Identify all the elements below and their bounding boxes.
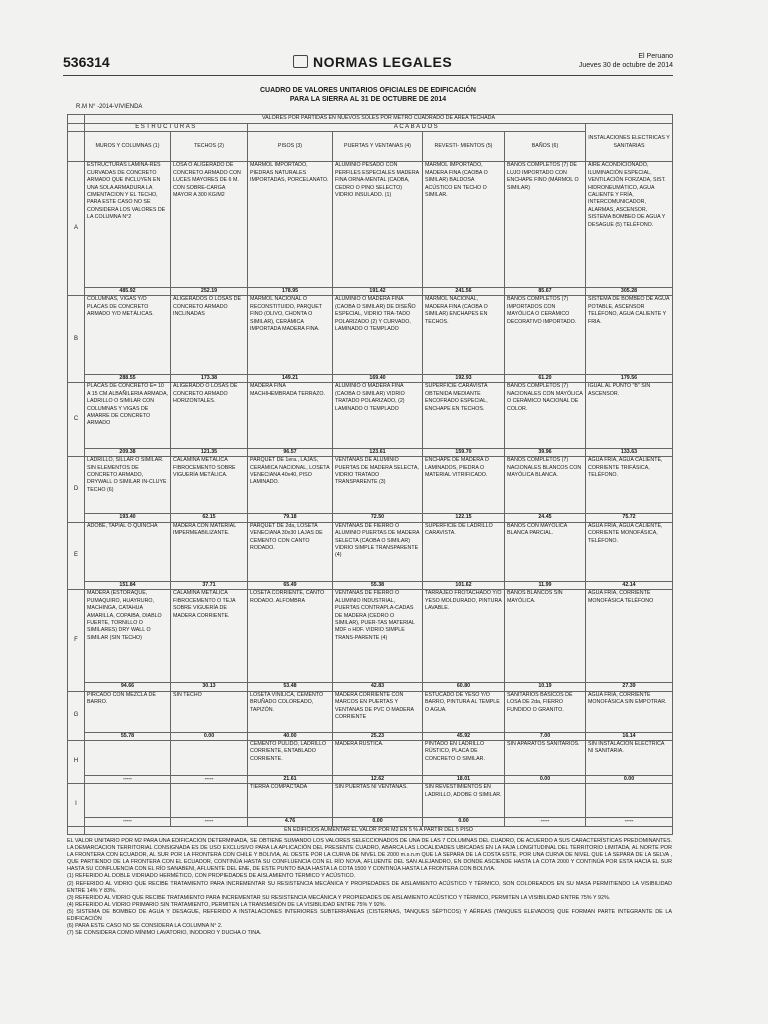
table-cell: SIN INSTALACIÓN ELECTRICA NI SANITARIA. bbox=[586, 741, 673, 776]
table-row bbox=[68, 784, 673, 818]
row-category-letter: G bbox=[68, 691, 85, 740]
table-cell: AGUA FRÍA, AGUA CALIENTE, CORRIENTE TRIFÁSICA, TELÉFONO. bbox=[586, 457, 673, 514]
table-row bbox=[68, 383, 673, 448]
table-cell: SANITARIOS BÁSICOS DE LOSA DE 2da, FIERRO FUNDIDO O GRANITO. bbox=[505, 691, 586, 732]
table-cell: BAÑOS COMPLETOS (7) NACIONALES BLANCOS CON MAYÓLICA BLANCA. bbox=[505, 457, 586, 514]
table-cell: COLUMNAS, VIGAS Y/O PLACAS DE CONCRETO ARMADO Y/O METÁLICAS. bbox=[85, 296, 171, 374]
table-value: 305.28 bbox=[586, 287, 673, 296]
table-cell: LOSETA CORRIENTE, CANTO RODADO. ALFOMBRA bbox=[248, 590, 333, 683]
page-number: 536314 bbox=[63, 54, 110, 70]
publication-info bbox=[579, 52, 673, 70]
table-value: 0.00 bbox=[423, 817, 505, 826]
table-cell bbox=[505, 784, 586, 818]
value-row bbox=[68, 287, 673, 296]
table-value: ----- bbox=[85, 817, 171, 826]
table-cell bbox=[171, 741, 248, 776]
table-cell: SUPERFICIE CARAVISTA OBTENIDA MEDIANTE ENCOFRADO ESPECIAL, ENCHAPE EN TECHOS. bbox=[423, 383, 505, 448]
table-value: 21.61 bbox=[248, 775, 333, 784]
table-cell: ENCHAPE DE MADERA O LAMINADOS, PIEDRA O MATERIAL VITRIFICADO. bbox=[423, 457, 505, 514]
table-cell: BAÑOS COMPLETOS (7) DE LUJO IMPORTADO CON ENCHAPE FINO (MÁRMOL O SIMILAR) bbox=[505, 162, 586, 287]
table-value: 39.96 bbox=[505, 448, 586, 457]
table-value: 11.99 bbox=[505, 581, 586, 590]
table-value: 79.18 bbox=[248, 514, 333, 523]
table-cell: VENTANAS DE ALUMINIO PUERTAS DE MADERA SELECTA, VIDRIO TRATADO TRANSPARENTE (3) bbox=[333, 457, 423, 514]
table-value: 0.00 bbox=[505, 775, 586, 784]
table-value: 65.49 bbox=[248, 581, 333, 590]
table-cell: BAÑOS COMPLETOS (7) IMPORTADOS CON MAYÓLICA O CERÁMICO DECORATIVO IMPORTADO. bbox=[505, 296, 586, 374]
table-cell: PIRCADO CON MEZCLA DE BARRO. bbox=[85, 691, 171, 732]
table-body bbox=[68, 162, 673, 826]
table-value: 0.00 bbox=[586, 775, 673, 784]
column-header: MUROS Y COLUMNAS (1) bbox=[85, 132, 171, 162]
table-cell: ALUMINIO O MADERA FINA (CAOBA O SIMILAR) VIDRIO TRATADO POLARIZADO, (2) LAMINADO O TEMPLADO bbox=[333, 383, 423, 448]
row-category-letter: I bbox=[68, 784, 85, 826]
table-cell: MÁRMOL IMPORTADO, PIEDRAS NATURALES IMPORTADAS, PORCELANATO. bbox=[248, 162, 333, 287]
table-value: 37.71 bbox=[171, 581, 248, 590]
table-value: 191.42 bbox=[333, 287, 423, 296]
table-value: 241.56 bbox=[423, 287, 505, 296]
table-cell bbox=[85, 741, 171, 776]
group-header-acabados: ACABADOS bbox=[248, 124, 586, 132]
row-category-letter: A bbox=[68, 162, 85, 296]
table-cell: ALIGERADOS O LOSAS DE CONCRETO ARMADO INCLINADAS bbox=[171, 296, 248, 374]
table-cell bbox=[85, 784, 171, 818]
logo-text: NORMAS LEGALES bbox=[313, 54, 453, 70]
table-value: 30.13 bbox=[171, 683, 248, 692]
note-paragraph: (5) SISTEMA DE BOMBEO DE AGUA Y DESAGUE, REFERIDO A INSTALACIONES INTERIORES SUBTERRÁNEAS (CISTERNAS, TANQUES SÉPTICOS) Y AÉREAS (TANQUES ELEVADOS) QUE FORMAN PARTE INTEGRANTE DE LA EDIFICACIÓN bbox=[67, 908, 672, 923]
table-row bbox=[68, 691, 673, 732]
table-cell: SIN REVESTIMIENTOS EN LADRILLO, ADOBE O SIMILAR. bbox=[423, 784, 505, 818]
table-cell: TIERRA COMPACTADA bbox=[248, 784, 333, 818]
table-value: 485.92 bbox=[85, 287, 171, 296]
publication-logo bbox=[293, 54, 452, 70]
table-value: 40.00 bbox=[248, 732, 333, 741]
table-cell: ALIGERADO O LOSAS DE CONCRETO ARMADO HORIZONTALES. bbox=[171, 383, 248, 448]
table-value: 179.56 bbox=[586, 374, 673, 383]
table-cell: PARQUET DE 2da, LOSETA VENECIANA 30x30 LAJAS DE CEMENTO CON CANTO RODADO. bbox=[248, 522, 333, 581]
table-value: 55.38 bbox=[333, 581, 423, 590]
table-value: 10.19 bbox=[505, 683, 586, 692]
publication-date: Jueves 30 de octubre de 2014 bbox=[578, 62, 673, 69]
row-category-letter: B bbox=[68, 296, 85, 383]
table-cell: ALUMINIO PESADO CON PERFILES ESPECIALES MADERA FINA ORNA-MENTAL (CAOBA, CEDRO O PINO SELECTO) VIDRIO INSULADO. (1) bbox=[333, 162, 423, 287]
table-value: 288.55 bbox=[85, 374, 171, 383]
table-value: ----- bbox=[586, 817, 673, 826]
table-value: ----- bbox=[171, 775, 248, 784]
table-value: 173.38 bbox=[171, 374, 248, 383]
table-value: 178.95 bbox=[248, 287, 333, 296]
table-cell: AGUA FRÍA, CORRIENTE MONOFÁSICA SIN EMPOTRAR. bbox=[586, 691, 673, 732]
table-cell: TARRAJEO FROTACHADO Y/O YESO MOLDURADO, PINTURA LAVABLE. bbox=[423, 590, 505, 683]
table-cell: AGUA FRÍA, CORRIENTE MONOFÁSICA TELÉFONO bbox=[586, 590, 673, 683]
table-value: 101.62 bbox=[423, 581, 505, 590]
value-row bbox=[68, 581, 673, 590]
table-value: ----- bbox=[171, 817, 248, 826]
table-cell: VENTANAS DE FIERRO O ALUMINIO INDUSTRIAL, PUERTAS CONTRAPLA-CADAS DE MADERA (CEDRO O SIMILAR), PUER-TAS MATERIAL MDF o HDF. VIDRIO SIMPLE TRANS-PARENTE (4) bbox=[333, 590, 423, 683]
table-cell: LOSA O ALIGERADO DE CONCRETO ARMADO CON LUCES MAYORES DE 6 M. CON SOBRE-CARGA MAYOR A 300 KG/M2 bbox=[171, 162, 248, 287]
table-value: 121.35 bbox=[171, 448, 248, 457]
table-value: 18.01 bbox=[423, 775, 505, 784]
table-value: 149.21 bbox=[248, 374, 333, 383]
table-row bbox=[68, 162, 673, 287]
table-cell: BAÑOS CON MAYÓLICA BLANCA PARCIAL. bbox=[505, 522, 586, 581]
table-cell: LOSETA VINÍLICA, CEMENTO BRUÑADO COLOREADO, TAPIZÓN. bbox=[248, 691, 333, 732]
table-value: 252.19 bbox=[171, 287, 248, 296]
table-banner: VALORES POR PARTIDAS EN NUEVOS SOLES POR METRO CUADRADO DE AREA TECHADA bbox=[85, 115, 673, 124]
table-cell: BAÑOS COMPLETOS (7) NACIONALES CON MAYÓLICA O CERÁMICO NACIONAL DE COLOR. bbox=[505, 383, 586, 448]
column-header: REVESTI- MIENTOS (5) bbox=[423, 132, 505, 162]
table-value: 169.40 bbox=[333, 374, 423, 383]
table-value: 209.38 bbox=[85, 448, 171, 457]
table-value: 24.45 bbox=[505, 514, 586, 523]
table-value: 159.70 bbox=[423, 448, 505, 457]
table-value: ----- bbox=[85, 775, 171, 784]
value-row bbox=[68, 374, 673, 383]
table-cell: ALUMINIO O MADERA FINA (CAOBA O SIMILAR) DE DISEÑO ESPECIAL, VIDRIO TRA-TADO POLARIZADO (2) Y CURVADO, LAMINADO O TEMPLADO bbox=[333, 296, 423, 374]
table-value: 133.63 bbox=[586, 448, 673, 457]
notes-section bbox=[67, 838, 672, 937]
note-paragraph: (4) REFERIDO AL VIDRIO PRIMARIO SIN TRATAMIENTO, PERMITEN LA TRANSMISIÓN DE LA VISIBILIDAD ENTRE 75% Y 92%. bbox=[67, 901, 387, 908]
table-cell: PINTADO EN LADRILLO RÚSTICO, PLACA DE CONCRETO O SIMILAR. bbox=[423, 741, 505, 776]
table-value: 0.00 bbox=[171, 732, 248, 741]
table-value: 0.00 bbox=[333, 817, 423, 826]
table-value: 42.83 bbox=[333, 683, 423, 692]
value-row bbox=[68, 514, 673, 523]
table-cell: ESTRUCTURAS LAMINA-RES CURVADAS DE CONCRETO ARMADO QUE INCLUYEN EN UNA SOLA ARMADURA LA CIMENTACION Y EL TECHO, PARA ESTE CASO NO SE CONSIDERA LOS VALORES DE LA COLUMNA N°2 bbox=[85, 162, 171, 287]
table-cell: SISTEMA DE BOMBEO DE AGUA POTABLE, ASCENSOR TELÉFONO, AGUA CALIENTE Y FRIA. bbox=[586, 296, 673, 374]
table-cell: LADRILLO, SILLAR O SIMILAR. SIN ELEMENTOS DE CONCRETO ARMADO, DRYWALL O SIMILAR IN-CLUYE TECHO (6) bbox=[85, 457, 171, 514]
value-row bbox=[68, 448, 673, 457]
table-cell: MÁRMOL IMPORTADO, MADERA FINA (CAOBA O SIMILAR) BALDOSA ACÚSTICO EN TECHO O SIMILAR. bbox=[423, 162, 505, 287]
column-header: TECHOS (2) bbox=[171, 132, 248, 162]
table-footer-note: EN EDIFICIOS AUMENTAR EL VALOR POR M2 EN 5 % A PARTIR DEL 5 PISO bbox=[85, 826, 673, 834]
row-category-letter: D bbox=[68, 457, 85, 523]
table-cell: SUPERFICIE DE LADRILLO CARAVISTA. bbox=[423, 522, 505, 581]
table-value: 42.14 bbox=[586, 581, 673, 590]
table-cell: PARQUET DE 1era., LAJAS, CERÁMICA NACIONAL, LOSETA VENECIANA 40x40, PISO LAMINADO. bbox=[248, 457, 333, 514]
table-value: 7.00 bbox=[505, 732, 586, 741]
resolution-number: R.M N° -2014-VIVIENDA bbox=[76, 104, 143, 110]
table-value: 75.72 bbox=[586, 514, 673, 523]
table-cell: SIN PUERTAS NI VENTANAS. bbox=[333, 784, 423, 818]
table-cell: MADERA CORRIENTE CON MARCOS EN PUERTAS Y VENTANAS DE PVC O MADERA CORRIENTE bbox=[333, 691, 423, 732]
table-value: 94.66 bbox=[85, 683, 171, 692]
value-row bbox=[68, 683, 673, 692]
table-cell: SIN TECHO bbox=[171, 691, 248, 732]
table-value: 85.67 bbox=[505, 287, 586, 296]
table-cell: ESTUCADO DE YESO Y/O BARRO, PINTURA AL TEMPLE O AGUA. bbox=[423, 691, 505, 732]
table-value: ----- bbox=[505, 817, 586, 826]
table-value: 25.23 bbox=[333, 732, 423, 741]
logo-icon bbox=[293, 55, 308, 68]
table-cell: AGUA FRÍA, AGUA CALIENTE, CORRIENTE MONOFÁSICA, TELÉFONO. bbox=[586, 522, 673, 581]
table-cell: MADERA CON MATERIAL IMPERMEABILIZANTE. bbox=[171, 522, 248, 581]
table-cell: IGUAL AL PUNTO "B" SIN ASCENSOR. bbox=[586, 383, 673, 448]
table-cell: MADERA RÚSTICA. bbox=[333, 741, 423, 776]
table-value: 122.15 bbox=[423, 514, 505, 523]
table-value: 16.14 bbox=[586, 732, 673, 741]
table-cell: CALAMINA METÁLICA FIBROCEMENTO SOBRE VIGUERÍA METÁLICA. bbox=[171, 457, 248, 514]
table-value: 60.80 bbox=[423, 683, 505, 692]
table-value: 61.20 bbox=[505, 374, 586, 383]
table-cell: ADOBE, TAPIAL O QUINCHA bbox=[85, 522, 171, 581]
table-cell: BAÑOS BLANCOS SIN MAYÓLICA. bbox=[505, 590, 586, 683]
table-value: 123.61 bbox=[333, 448, 423, 457]
table-cell: SIN APARATOS SANITARIOS. bbox=[505, 741, 586, 776]
table-value: 192.93 bbox=[423, 374, 505, 383]
column-header: BAÑOS (6) bbox=[505, 132, 586, 162]
table-cell: MADERA (ESTORAQUE, PUMAQUIRO, HUAYRURO, MACHINGA, CATAHUA AMARILLA, COPAIBA, DIABLO FUERTE, TORNILLO O SIMILARES) DRY WALL O SIMILAR (SIN TECHO) bbox=[85, 590, 171, 683]
table-value: 4.76 bbox=[248, 817, 333, 826]
table-cell: AIRE ACONDICIONADO, ILUMINACIÓN ESPECIAL, VENTILACIÓN FORZADA, SIST. HIDRONEUMÁTICO, AGUA CALIENTE Y FRÍA, INTERCOMUNICADOR, ALARMAS, ASCENSOR, SISTEMA BOMBEO DE AGUA Y DESAGUE (5) TELÉFONO. bbox=[586, 162, 673, 287]
note-paragraph: (1) REFERIDO AL DOBLE VIDRIADO HERMÉTICO, CON PROPIEDADES DE AISLAMIENTO TÉRMICO Y ACÚSTICO. bbox=[67, 873, 356, 880]
table-value: 151.84 bbox=[85, 581, 171, 590]
row-category-letter: F bbox=[68, 590, 85, 691]
newspaper-name: El Peruano bbox=[638, 53, 673, 60]
note-paragraph: (6) PARA ESTE CASO NO SE CONSIDERA LA COLUMNA N° 2. bbox=[67, 923, 223, 930]
table-value: 12.62 bbox=[333, 775, 423, 784]
group-header-estructuras: ESTRUCTURAS bbox=[85, 124, 248, 132]
column-header: PUERTAS Y VENTANAS (4) bbox=[333, 132, 423, 162]
table-row bbox=[68, 457, 673, 514]
table-row bbox=[68, 522, 673, 581]
row-category-letter: C bbox=[68, 383, 85, 457]
table-cell: CEMENTO PULIDO, LADRILLO CORRIENTE, ENTABLADO CORRIENTE. bbox=[248, 741, 333, 776]
table-value: 45.92 bbox=[423, 732, 505, 741]
value-row bbox=[68, 732, 673, 741]
table-row bbox=[68, 590, 673, 683]
table-value: 62.15 bbox=[171, 514, 248, 523]
note-paragraph: (2) REFERIDO AL VIDRIO QUE RECIBE TRATAMIENTO PARA INCREMENTAR SU RESISTENCIA MECÁNICA Y PROPIEDADES DE AISLAMIENTO ACÚSTICO Y TÉRMICO, SON COLOREADOS EN SU MASA PERMITIENDO LA VISIBILIDAD ENTRE 14% Y 83%. bbox=[67, 880, 672, 894]
table-row bbox=[68, 296, 673, 374]
table-cell: CALAMINA METÁLICA FIBROCEMENTO O TEJA SOBRE VIGUERÍA DE MADERA CORRIENTE. bbox=[171, 590, 248, 683]
table-row bbox=[68, 741, 673, 776]
row-category-letter: H bbox=[68, 741, 85, 784]
table-value: 72.50 bbox=[333, 514, 423, 523]
group-header-instalaciones: INSTALACIONES ELECTRICAS Y SANITARIAS bbox=[586, 124, 673, 162]
value-row bbox=[68, 817, 673, 826]
header-rule bbox=[63, 75, 673, 76]
note-paragraph: (7) SE CONSIDERA COMO MÍNIMO LAVATORIO, INODORO Y DUCHA O TINA. bbox=[67, 930, 262, 937]
table-cell: MÁRMOL NACIONAL O RECONSTITUIDO, PARQUET FINO (OLIVO, CHONTA O SIMILAR), CERÁMICA IMPORTADA MADERA FINA. bbox=[248, 296, 333, 374]
table-cell: PLACAS DE CONCRETO E= 10 A 15 CM.ALBAÑILERIA ARMADA, LADRILLO O SIMILAR CON COLUMNAS Y VIGAS DE AMARRE DE CONCRETO ARMADO bbox=[85, 383, 171, 448]
title-line-1: CUADRO DE VALORES UNITARIOS OFICIALES DE EDIFICACIÓN bbox=[260, 87, 476, 94]
title-line-2: PARA LA SIERRA AL 31 DE OCTUBRE DE 2014 bbox=[289, 96, 447, 103]
values-table bbox=[67, 114, 673, 835]
note-paragraph: EL VALOR UNITARIO POR M2 PARA UNA EDIFICACION DETERMINADA, SE OBTIENE SUMANDO LOS VALORES SELECCIONADOS DE UNA DE LAS 7 COLUMNAS DEL CUADRO, DE ACUERDO A SUS CARACTERÍSTICAS PREDOMINANTES. LA DEMARCACION TERRITORIAL CONSIGNADA ES DE USO EXCLUSIVO PARA LA APLICACIÓN DEL PRESENTE CUADRO, ABARCA LAS LOCALIDADES UBICADAS EN LA FAJA LONGITUDINAL DEL TERRITORIO LIMITADA, AL NORTE POR LA FRONTERA CON ECUADOR, AL SUR POR LA FRONTERA CON CHILE Y BOLIVIA, AL OESTE POR LA CURVA DE NIVEL DE 2000 m.s.n.m QUE LA SEPARA DE LA COSTA ESTE, POR UNA CURVA DE NIVEL QUE LA SEPARA DE LA SELVA , QUE PARTIENDO DE LA FRONTERA CON EL ECUADOR, CONTINÚA HASTA SU CONFLUENCIA CON EL RÍO NOVA, AFLUENTE DEL SAN ALEJANDRO, EN DONDE ASCIENDE HASTA LA COTA 2000 Y CONTINÚA POR ESTA HACIA EL SUR HASTA SU CONFLUENCIA CON EL RÍO SANABENI, AFLUENTE DEL ENE, DE ESTE PUNTO BAJA HASTA LA COTA 1500 Y CONTINÚA HASTA LA FRONTERA CON BOLIVIA. bbox=[67, 838, 672, 873]
table-cell: MÁRMOL NACIONAL, MADERA FINA (CAOBA O SIMILAR) ENCHAPES EN TECHOS. bbox=[423, 296, 505, 374]
table-cell bbox=[586, 784, 673, 818]
table-cell: MADERA FINA MACHIHEMBRADA TERRAZO. bbox=[248, 383, 333, 448]
table-cell: VENTANAS DE FIERRO O ALUMINIO PUERTAS DE MADERA SELECTA (CAOBA O SIMILAR) VIDRIO SIMPLE TRANSPARENTE (4) bbox=[333, 522, 423, 581]
table-value: 55.78 bbox=[85, 732, 171, 741]
note-paragraph: (3) REFERIDO AL VIDRIO QUE RECIBE TRATAMIENTO PARA INCREMENTAR SU RESISTENCIA MECÁNICA Y PROPIEDADES DE AISLAMIENTO ACÚSTICO Y TÉRMICO, PERMITEN LA VISIBILIDAD ENTRE 75% Y 92%. bbox=[67, 894, 611, 901]
table-value: 96.57 bbox=[248, 448, 333, 457]
table-value: 27.39 bbox=[586, 683, 673, 692]
document-title bbox=[63, 86, 673, 104]
page-header bbox=[63, 50, 673, 76]
table-cell bbox=[171, 784, 248, 818]
column-header: PISOS (3) bbox=[248, 132, 333, 162]
table-value: 193.40 bbox=[85, 514, 171, 523]
value-row bbox=[68, 775, 673, 784]
row-category-letter: E bbox=[68, 522, 85, 590]
table-value: 53.48 bbox=[248, 683, 333, 692]
